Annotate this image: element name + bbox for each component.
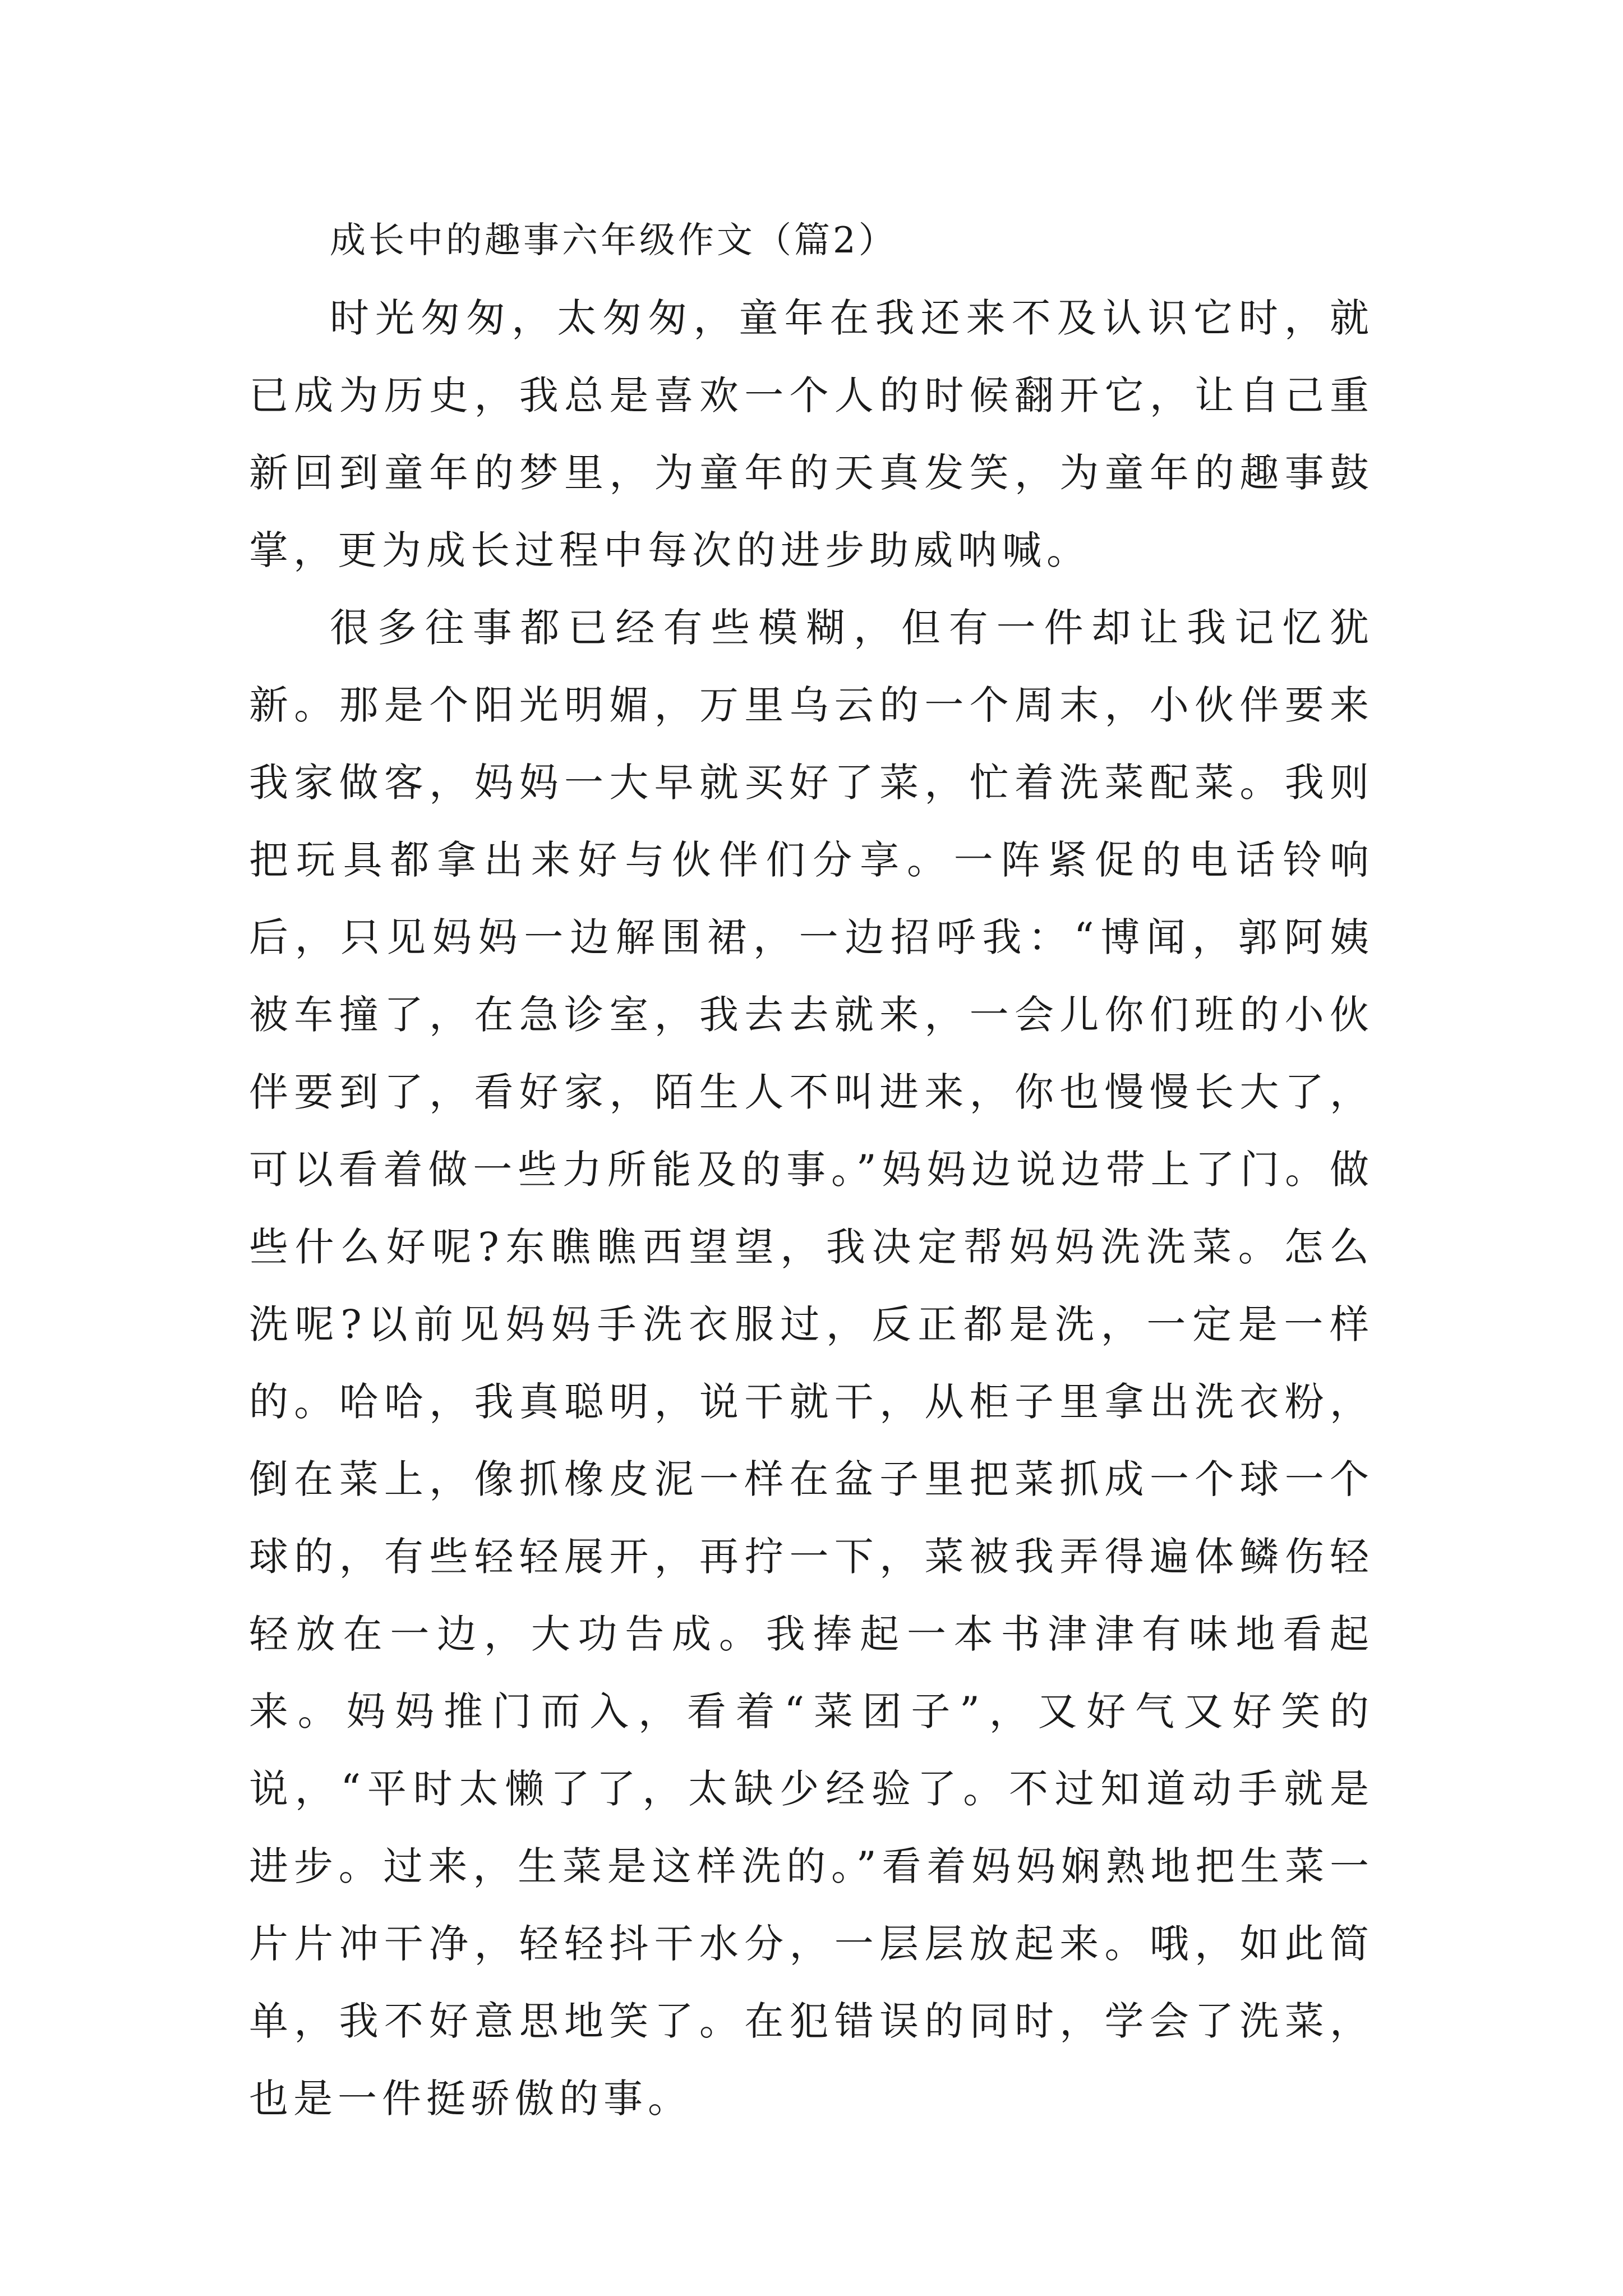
document-title: 成长中的趣事六年级作文（篇2） [330, 220, 897, 261]
paragraph-1: 时光匆匆，太匆匆，童年在我还来不及认识它时，就已成为历史，我总是喜欢一个人的时候翻开它，让自己重新回到童年的梦里，为童年的天真发笑，为童年的趣事鼓掌，更为成长过程中每次的进步助威呐喊。 [249, 295, 1374, 573]
document-body [249, 202, 1374, 2137]
paragraph-2: 很多往事都已经有些模糊，但有一件却让我记忆犹新。那是个阳光明媚，万里乌云的一个周末，小伙伴要来我家做客，妈妈一大早就买好了菜，忙着洗菜配菜。我则把玩具都拿出来好与伙伴们分享。一阵紧促的电话铃响后，只见妈妈一边解围裙，一边招呼我：“博闻，郭阿姨被车撞了，在急诊室，我去去就来，一会儿你们班的小伙伴要到了，看好家，陌生人不叫进来，你也慢慢长大了，可以看着做一些力所能及的事。”妈妈边说边带上了门。做些什么好呢?东瞧瞧西望望，我决定帮妈妈洗洗菜。怎么洗呢?以前见妈妈手洗衣服过，反正都是洗，一定是一样的。哈哈，我真聪明，说干就干，从柜子里拿出洗衣粉，倒在菜上，像抓橡皮泥一样在盆子里把菜抓成一个球一个球的，有些轻轻展开，再拧一下，菜被我弄得遍体鳞伤轻轻放在一边，大功告成。我捧起一本书津津有味地看起来。妈妈推门而入，看着“菜团子”，又好气又好笑的说，“平时太懒了了，太缺少经验了。不过知道动手就是进步。过来，生菜是这样洗的。”看着妈妈娴熟地把生菜一片片冲干净，轻轻抖干水分，一层层放起来。哦，如此简单，我不好意思地笑了。在犯错误的同时，学会了洗菜，也是一件挺骄傲的事。 [249, 605, 1374, 2122]
